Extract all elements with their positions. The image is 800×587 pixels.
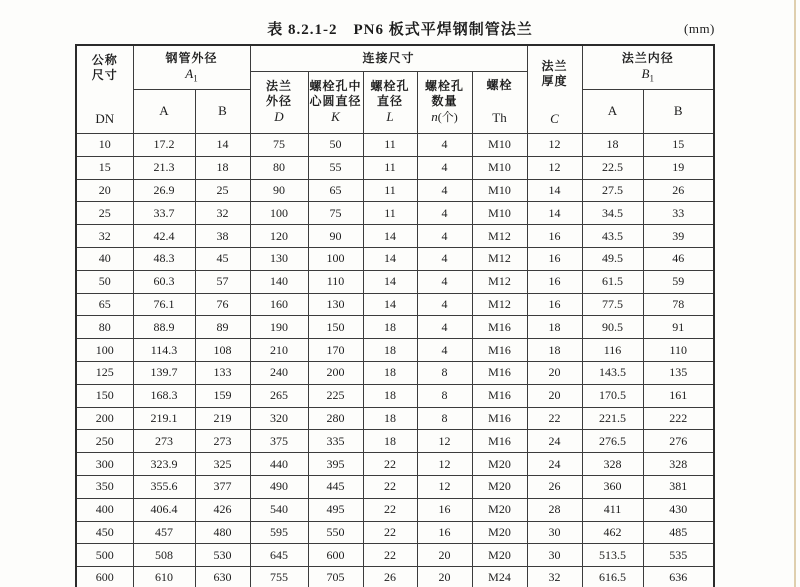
table-cell: 20 — [417, 567, 472, 587]
table-row — [76, 134, 714, 157]
table-cell: 49.5 — [582, 247, 643, 270]
table-cell: 80 — [76, 316, 133, 339]
table-cell: 125 — [76, 361, 133, 384]
table-cell: 190 — [250, 316, 308, 339]
bolt-count-symbol: n(个) — [431, 108, 458, 124]
table-cell: 170.5 — [582, 384, 643, 407]
table-row — [76, 247, 714, 270]
nominal-size-label-line1: 公称 — [91, 53, 118, 67]
table-body — [76, 134, 714, 587]
pipe-od-label: 钢管外径 — [165, 50, 218, 65]
flange-od-line2: 外径 — [265, 93, 292, 108]
table-cell: 273 — [195, 430, 250, 453]
table-cell: 300 — [76, 453, 133, 476]
table-cell: 18 — [363, 316, 417, 339]
table-cell: 513.5 — [582, 544, 643, 567]
table-cell: 426 — [195, 498, 250, 521]
connection-label: 连接尺寸 — [362, 50, 415, 65]
table-cell: 250 — [76, 430, 133, 453]
table-cell: 14 — [363, 293, 417, 316]
table-cell: 26 — [363, 567, 417, 587]
table-cell: 161 — [643, 384, 714, 407]
flange-od-symbol: D — [274, 108, 284, 124]
table-cell: 78 — [643, 293, 714, 316]
table-cell: M16 — [472, 384, 527, 407]
thickness-label-line2: 厚度 — [541, 74, 568, 88]
header-bolt-hole-dia — [363, 71, 417, 134]
table-cell: 200 — [308, 361, 363, 384]
table-cell: 10 — [76, 134, 133, 157]
table-cell: 28 — [527, 498, 582, 521]
table-cell: M16 — [472, 339, 527, 362]
bolt-circle-line1: 螺栓孔中 — [309, 78, 362, 93]
header-flange-id-b: B — [643, 90, 714, 134]
table-cell: M20 — [472, 521, 527, 544]
table-cell: 61.5 — [582, 270, 643, 293]
header-bolt — [472, 71, 527, 134]
table-cell: 15 — [643, 134, 714, 157]
table-cell: 8 — [417, 407, 472, 430]
table-cell: 76.1 — [133, 293, 195, 316]
table-row — [76, 384, 714, 407]
table-cell: 440 — [250, 453, 308, 476]
table-cell: 100 — [250, 202, 308, 225]
table-cell: 48.3 — [133, 247, 195, 270]
table-row — [76, 156, 714, 179]
table-cell: 20 — [76, 179, 133, 202]
table-cell: 485 — [643, 521, 714, 544]
flange-id-label: 法兰内径 — [621, 50, 674, 65]
table-cell: 43.5 — [582, 225, 643, 248]
table-cell: 4 — [417, 202, 472, 225]
table-cell: 33.7 — [133, 202, 195, 225]
table-cell: 406.4 — [133, 498, 195, 521]
header-group-connection — [250, 45, 527, 71]
pipe-od-symbol: $A_1$ — [185, 65, 198, 84]
header-flange-thickness — [527, 45, 582, 134]
table-cell: 12 — [417, 475, 472, 498]
table-cell: 4 — [417, 179, 472, 202]
table-cell: 76 — [195, 293, 250, 316]
table-cell: 150 — [76, 384, 133, 407]
table-cell: M10 — [472, 156, 527, 179]
table-cell: 18 — [363, 361, 417, 384]
thickness-label-line1: 法兰 — [541, 59, 568, 73]
table-cell: 18 — [527, 316, 582, 339]
table-cell: 375 — [250, 430, 308, 453]
table-cell: 18 — [195, 156, 250, 179]
header-bolt-circle — [308, 71, 363, 134]
table-cell: 24 — [527, 430, 582, 453]
header-nominal-size — [76, 45, 133, 134]
table-cell: 4 — [417, 134, 472, 157]
table-row — [76, 225, 714, 248]
table-cell: 535 — [643, 544, 714, 567]
table-cell: M24 — [472, 567, 527, 587]
table-cell: 360 — [582, 475, 643, 498]
table-row — [76, 361, 714, 384]
table-cell: 323.9 — [133, 453, 195, 476]
table-cell: 18 — [582, 134, 643, 157]
table-cell: 46 — [643, 247, 714, 270]
table-cell: 4 — [417, 316, 472, 339]
header-group-pipe-od — [133, 45, 250, 90]
table-cell: 130 — [250, 247, 308, 270]
table-cell: 33 — [643, 202, 714, 225]
table-cell: 32 — [527, 567, 582, 587]
table-cell: 65 — [308, 179, 363, 202]
header-bolt-count — [417, 71, 472, 134]
table-cell: 150 — [308, 316, 363, 339]
table-cell: 22 — [363, 498, 417, 521]
table-cell: 381 — [643, 475, 714, 498]
table-cell: 116 — [582, 339, 643, 362]
table-cell: 14 — [363, 225, 417, 248]
table-cell: 34.5 — [582, 202, 643, 225]
table-cell: 16 — [527, 270, 582, 293]
table-cell: 400 — [76, 498, 133, 521]
bolt-label: 螺栓 — [486, 77, 513, 92]
table-cell: 210 — [250, 339, 308, 362]
table-row — [76, 567, 714, 587]
header-pipe-od-a: A — [133, 90, 195, 134]
table-cell: 55 — [308, 156, 363, 179]
table-cell: 65 — [76, 293, 133, 316]
flange-id-symbol: $B_1$ — [641, 65, 654, 84]
table-cell: 18 — [363, 384, 417, 407]
table-cell: 42.4 — [133, 225, 195, 248]
table-cell: 600 — [308, 544, 363, 567]
table-cell: 610 — [133, 567, 195, 587]
table-cell: 89 — [195, 316, 250, 339]
table-cell: 16 — [417, 498, 472, 521]
table-cell: 328 — [643, 453, 714, 476]
table-cell: 276.5 — [582, 430, 643, 453]
table-cell: 50 — [308, 134, 363, 157]
table-cell: 110 — [308, 270, 363, 293]
table-cell: 22.5 — [582, 156, 643, 179]
table-cell: M20 — [472, 544, 527, 567]
table-cell: M20 — [472, 453, 527, 476]
table-cell: 335 — [308, 430, 363, 453]
table-cell: 16 — [527, 293, 582, 316]
table-cell: 25 — [76, 202, 133, 225]
table-cell: 100 — [76, 339, 133, 362]
table-cell: 24 — [527, 453, 582, 476]
table-cell: 50 — [76, 270, 133, 293]
table-cell: 20 — [417, 544, 472, 567]
nominal-size-label-line2: 尺寸 — [91, 68, 118, 82]
table-cell: 22 — [527, 407, 582, 430]
table-cell: 39 — [643, 225, 714, 248]
table-row — [76, 430, 714, 453]
table-cell: 328 — [582, 453, 643, 476]
table-cell: 135 — [643, 361, 714, 384]
table-cell: 75 — [308, 202, 363, 225]
table-cell: 616.5 — [582, 567, 643, 587]
table-cell: 219.1 — [133, 407, 195, 430]
table-cell: 12 — [527, 134, 582, 157]
bolt-hole-line1: 螺栓孔 — [370, 78, 410, 93]
nominal-size-symbol: DN — [95, 110, 115, 126]
flange-dimension-table — [75, 44, 715, 587]
table-row — [76, 407, 714, 430]
bolt-hole-line2: 直径 — [376, 93, 403, 108]
table-cell: 30 — [527, 521, 582, 544]
table-cell: 32 — [195, 202, 250, 225]
unit-label: (mm) — [684, 21, 715, 36]
table-cell: 19 — [643, 156, 714, 179]
table-cell: 16 — [417, 521, 472, 544]
table-cell: 30 — [527, 544, 582, 567]
table-cell: 168.3 — [133, 384, 195, 407]
table-cell: 595 — [250, 521, 308, 544]
table-cell: M16 — [472, 316, 527, 339]
table-cell: 8 — [417, 361, 472, 384]
table-cell: M20 — [472, 475, 527, 498]
table-cell: M16 — [472, 361, 527, 384]
table-cell: 540 — [250, 498, 308, 521]
table-cell: 25 — [195, 179, 250, 202]
table-row — [76, 453, 714, 476]
bolt-hole-symbol: L — [386, 108, 394, 124]
table-cell: 88.9 — [133, 316, 195, 339]
table-cell: M10 — [472, 134, 527, 157]
table-cell: 40 — [76, 247, 133, 270]
table-cell: 170 — [308, 339, 363, 362]
table-cell: 4 — [417, 293, 472, 316]
table-row — [76, 339, 714, 362]
table-cell: M12 — [472, 225, 527, 248]
table-cell: 26.9 — [133, 179, 195, 202]
table-cell: 445 — [308, 475, 363, 498]
table-cell: 159 — [195, 384, 250, 407]
table-cell: 490 — [250, 475, 308, 498]
table-cell: M20 — [472, 498, 527, 521]
table-cell: 17.2 — [133, 134, 195, 157]
table-cell: 11 — [363, 134, 417, 157]
scan-edge-artifact — [794, 0, 796, 587]
table-row — [76, 544, 714, 567]
table-cell: 430 — [643, 498, 714, 521]
table-cell: 80 — [250, 156, 308, 179]
table-cell: 457 — [133, 521, 195, 544]
table-cell: 16 — [527, 247, 582, 270]
table-cell: 20 — [527, 361, 582, 384]
table-cell: 15 — [76, 156, 133, 179]
table-cell: 500 — [76, 544, 133, 567]
table-cell: 120 — [250, 225, 308, 248]
table-cell: 14 — [195, 134, 250, 157]
table-cell: 325 — [195, 453, 250, 476]
table-row — [76, 293, 714, 316]
table-cell: 450 — [76, 521, 133, 544]
table-cell: 480 — [195, 521, 250, 544]
table-cell: 645 — [250, 544, 308, 567]
table-cell: 508 — [133, 544, 195, 567]
table-cell: 14 — [527, 202, 582, 225]
header-group-flange-id — [582, 45, 714, 90]
table-cell: 108 — [195, 339, 250, 362]
table-cell: 140 — [250, 270, 308, 293]
table-cell: 91 — [643, 316, 714, 339]
table-cell: 11 — [363, 156, 417, 179]
table-cell: 16 — [527, 225, 582, 248]
table-cell: 4 — [417, 339, 472, 362]
table-cell: 27.5 — [582, 179, 643, 202]
table-cell: 11 — [363, 179, 417, 202]
table-row — [76, 270, 714, 293]
table-cell: 4 — [417, 270, 472, 293]
table-cell: 550 — [308, 521, 363, 544]
table-cell: 75 — [250, 134, 308, 157]
table-cell: 57 — [195, 270, 250, 293]
table-cell: M16 — [472, 430, 527, 453]
table-cell: 276 — [643, 430, 714, 453]
table-cell: 636 — [643, 567, 714, 587]
table-cell: 20 — [527, 384, 582, 407]
header-flange-od — [250, 71, 308, 134]
table-row — [76, 521, 714, 544]
table-cell: 77.5 — [582, 293, 643, 316]
table-cell: 12 — [527, 156, 582, 179]
table-cell: 130 — [308, 293, 363, 316]
table-cell: 143.5 — [582, 361, 643, 384]
table-header — [76, 45, 714, 134]
table-cell: M10 — [472, 202, 527, 225]
header-flange-id-a: A — [582, 90, 643, 134]
table-cell: 14 — [363, 247, 417, 270]
flange-od-line1: 法兰 — [265, 78, 292, 93]
table-cell: 18 — [527, 339, 582, 362]
table-cell: 38 — [195, 225, 250, 248]
table-row — [76, 179, 714, 202]
table-cell: 26 — [643, 179, 714, 202]
table-cell: 225 — [308, 384, 363, 407]
bolt-circle-line2: 心圆直径 — [309, 93, 362, 108]
table-cell: 219 — [195, 407, 250, 430]
bolt-symbol: Th — [492, 109, 507, 125]
table-cell: 600 — [76, 567, 133, 587]
table-cell: 18 — [363, 430, 417, 453]
table-cell: 21.3 — [133, 156, 195, 179]
table-cell: 530 — [195, 544, 250, 567]
table-cell: 18 — [363, 407, 417, 430]
table-cell: 139.7 — [133, 361, 195, 384]
table-cell: 114.3 — [133, 339, 195, 362]
table-cell: 4 — [417, 247, 472, 270]
table-cell: 222 — [643, 407, 714, 430]
table-row — [76, 316, 714, 339]
table-cell: 273 — [133, 430, 195, 453]
bolt-circle-symbol: K — [331, 108, 340, 124]
table-cell: 18 — [363, 339, 417, 362]
table-cell: 350 — [76, 475, 133, 498]
table-cell: 395 — [308, 453, 363, 476]
table-cell: 59 — [643, 270, 714, 293]
table-row — [76, 498, 714, 521]
table-cell: 22 — [363, 521, 417, 544]
table-cell: 355.6 — [133, 475, 195, 498]
table-cell: M10 — [472, 179, 527, 202]
bolt-count-line1: 螺栓孔 — [424, 78, 464, 93]
table-cell: 12 — [417, 453, 472, 476]
table-cell: 22 — [363, 453, 417, 476]
table-cell: 495 — [308, 498, 363, 521]
table-cell: M12 — [472, 293, 527, 316]
table-cell: 280 — [308, 407, 363, 430]
table-cell: 60.3 — [133, 270, 195, 293]
table-cell: 90 — [308, 225, 363, 248]
thickness-symbol: C — [550, 110, 559, 126]
table-cell: 705 — [308, 567, 363, 587]
table-title: 表 8.2.1-2 PN6 板式平焊钢制管法兰 — [267, 22, 533, 38]
table-cell: 133 — [195, 361, 250, 384]
table-cell: 4 — [417, 156, 472, 179]
table-cell: 26 — [527, 475, 582, 498]
table-cell: 32 — [76, 225, 133, 248]
table-cell: 22 — [363, 544, 417, 567]
table-cell: 90.5 — [582, 316, 643, 339]
table-cell: 200 — [76, 407, 133, 430]
table-cell: 22 — [363, 475, 417, 498]
table-cell: 4 — [417, 225, 472, 248]
table-cell: 240 — [250, 361, 308, 384]
table-cell: 265 — [250, 384, 308, 407]
table-cell: 221.5 — [582, 407, 643, 430]
table-cell: M12 — [472, 270, 527, 293]
table-cell: 630 — [195, 567, 250, 587]
table-cell: 377 — [195, 475, 250, 498]
bolt-count-line2: 数量 — [431, 93, 458, 108]
table-cell: 45 — [195, 247, 250, 270]
table-cell: 12 — [417, 430, 472, 453]
table-cell: 160 — [250, 293, 308, 316]
table-row — [76, 202, 714, 225]
table-row — [76, 475, 714, 498]
table-cell: 110 — [643, 339, 714, 362]
table-cell: M12 — [472, 247, 527, 270]
table-cell: M16 — [472, 407, 527, 430]
table-cell: 462 — [582, 521, 643, 544]
table-cell: 411 — [582, 498, 643, 521]
table-cell: 90 — [250, 179, 308, 202]
table-cell: 11 — [363, 202, 417, 225]
table-cell: 320 — [250, 407, 308, 430]
table-cell: 100 — [308, 247, 363, 270]
table-cell: 14 — [363, 270, 417, 293]
table-cell: 14 — [527, 179, 582, 202]
table-cell: 755 — [250, 567, 308, 587]
table-cell: 8 — [417, 384, 472, 407]
header-pipe-od-b: B — [195, 90, 250, 134]
